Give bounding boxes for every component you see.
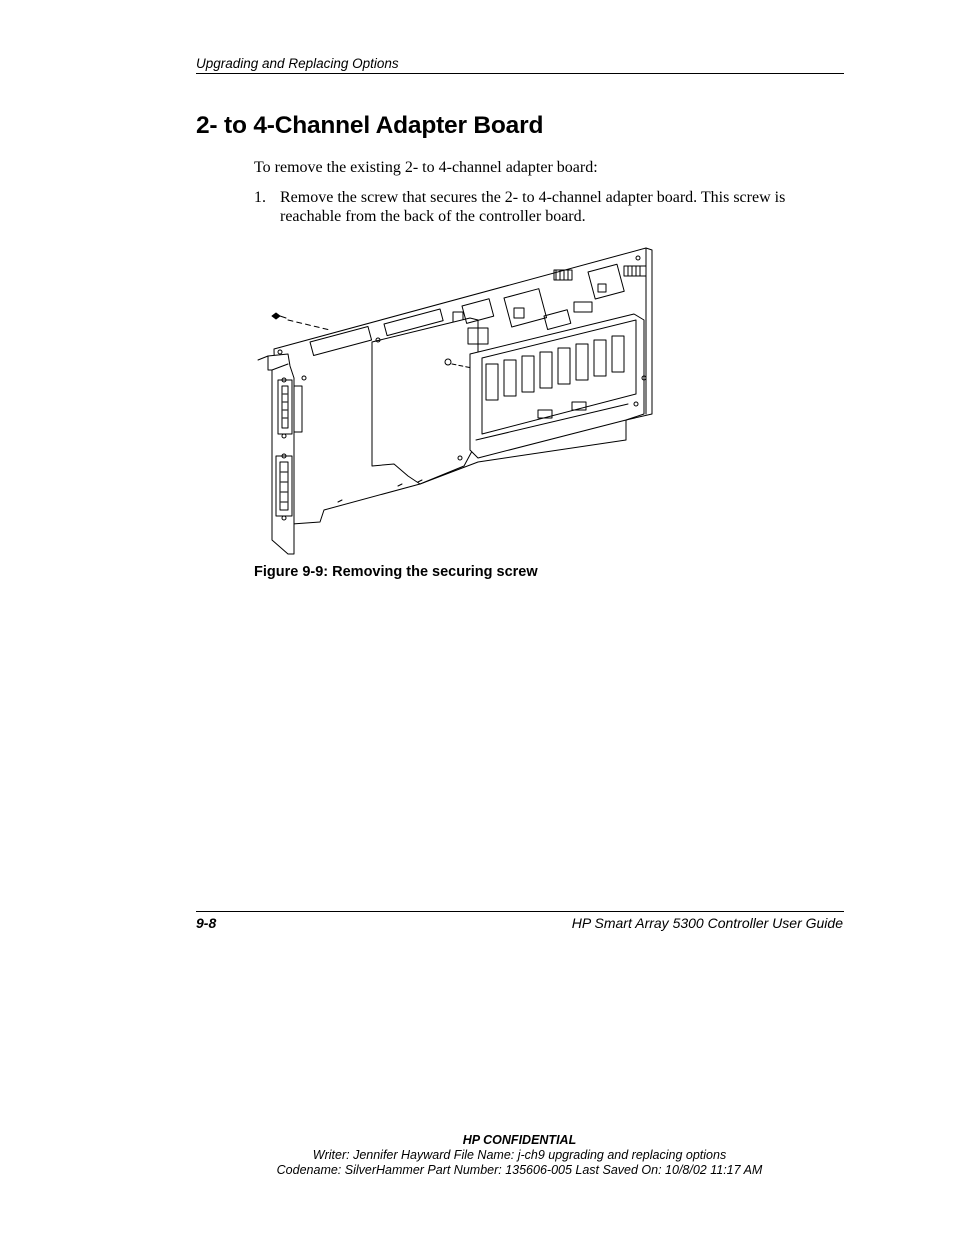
step-text: Remove the screw that secures the 2- to 4-channel adapter board. This screw is reachable from the back of the controller board. <box>280 189 786 225</box>
confidential-block <box>0 1133 954 1178</box>
confidential-title: HP CONFIDENTIAL <box>462 1133 577 1147</box>
confidential-codename-line: Codename: SilverHammer Part Number: 135606-005 Last Saved On: 10/8/02 11:17 AM <box>276 1163 763 1177</box>
confidential-writer-line: Writer: Jennifer Hayward File Name: j-ch9 upgrading and replacing options <box>312 1148 727 1162</box>
footer-divider <box>196 911 844 912</box>
running-header: Upgrading and Replacing Options <box>196 56 844 74</box>
figure-controller-board <box>248 244 658 558</box>
intro-paragraph: To remove the existing 2- to 4-channel adapter board: <box>254 159 598 176</box>
page-title: 2- to 4-Channel Adapter Board <box>196 112 544 139</box>
page-number: 9-8 <box>196 915 217 931</box>
guide-title: HP Smart Array 5300 Controller User Guide <box>571 915 843 931</box>
step-number: 1. <box>254 189 266 206</box>
figure-caption: Figure 9-9: Removing the securing screw <box>254 564 538 580</box>
controller-board-illustration <box>248 244 658 558</box>
